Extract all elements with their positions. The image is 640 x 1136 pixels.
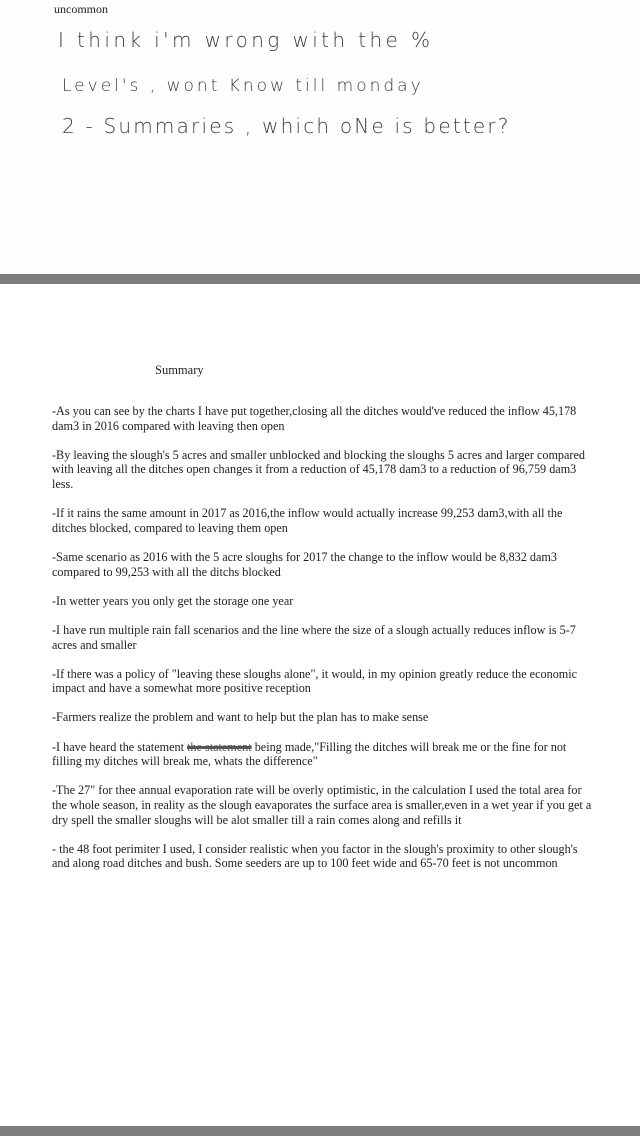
- summary-body: [52, 404, 597, 886]
- page-separator: [0, 274, 640, 284]
- summary-paragraph-statement: [52, 740, 597, 769]
- summary-page: [0, 284, 640, 1126]
- handwritten-note-line-2: Level's , wont Know till monday: [62, 76, 424, 96]
- statement-text-before: -I have heard the statement: [52, 739, 188, 754]
- summary-paragraph: -As you can see by the charts I have put together,closing all the ditches would've reduced the inflow 45,178 dam3 in 2016 compared with leaving then open: [52, 404, 577, 433]
- summary-paragraph: -If it rains the same amount in 2017 as 2016,the inflow would actually increase 99,253 dam3,with all the ditches blocked, compared to leaving them open: [52, 506, 563, 535]
- summary-paragraph: -Farmers realize the problem and want to help but the plan has to make sense: [52, 710, 429, 725]
- summary-paragraph: -If there was a policy of "leaving these sloughs alone", it would, in my opinion greatly reduce the economic impact and have a somewhat more positive reception: [52, 666, 578, 696]
- statement-text-after: being made,"Filling the ditches will break me or the fine for not filling my ditches will break me, whats the difference": [52, 739, 567, 769]
- previous-page-text-fragment: uncommon: [54, 2, 108, 16]
- summary-paragraph: -By leaving the slough's 5 acres and smaller unblocked and blocking the sloughs 5 acres and larger compared with leaving all the ditches open changes it from a reduction of 45,178 dam3 to a reduction of 96,759 dam3 less.: [52, 447, 585, 491]
- summary-paragraph: - the 48 foot perimiter I used, I consider realistic when you factor in the slough's proximity to other slough's and along road ditches and bush. Some seeders are up to 100 feet wide and 65-70 feet is not uncommon: [52, 841, 578, 871]
- page-separator-bottom: [0, 1126, 640, 1136]
- summary-paragraph: -Same scenario as 2016 with the 5 acre sloughs for 2017 the change to the inflow would be 8,832 dam3 compared to 99,253 with all the ditchs blocked: [52, 549, 557, 579]
- summary-paragraph: -I have run multiple rain fall scenarios and the line where the size of a slough actually reduces inflow is 5-7 acres and smaller: [52, 622, 576, 652]
- previous-page-bottom: [0, 0, 640, 274]
- summary-paragraph: -In wetter years you only get the storage one year: [52, 593, 294, 608]
- struck-out-text: the statement: [187, 739, 252, 754]
- summary-paragraph: -The 27" for thee annual evaporation rate will be overly optimistic, in the calculation I used the total area for the whole season, in reality as the slough eavaporates the surface area is smaller,even in a wet year if you get a dry spell the smaller sloughs will be alot smaller till a rain comes along and refills it: [52, 783, 592, 827]
- handwritten-note-line-1: I think i'm wrong with the %: [58, 28, 434, 52]
- handwritten-note-line-3: 2 - Summaries , which oNe is better?: [62, 114, 511, 138]
- page-title: Summary: [155, 363, 204, 377]
